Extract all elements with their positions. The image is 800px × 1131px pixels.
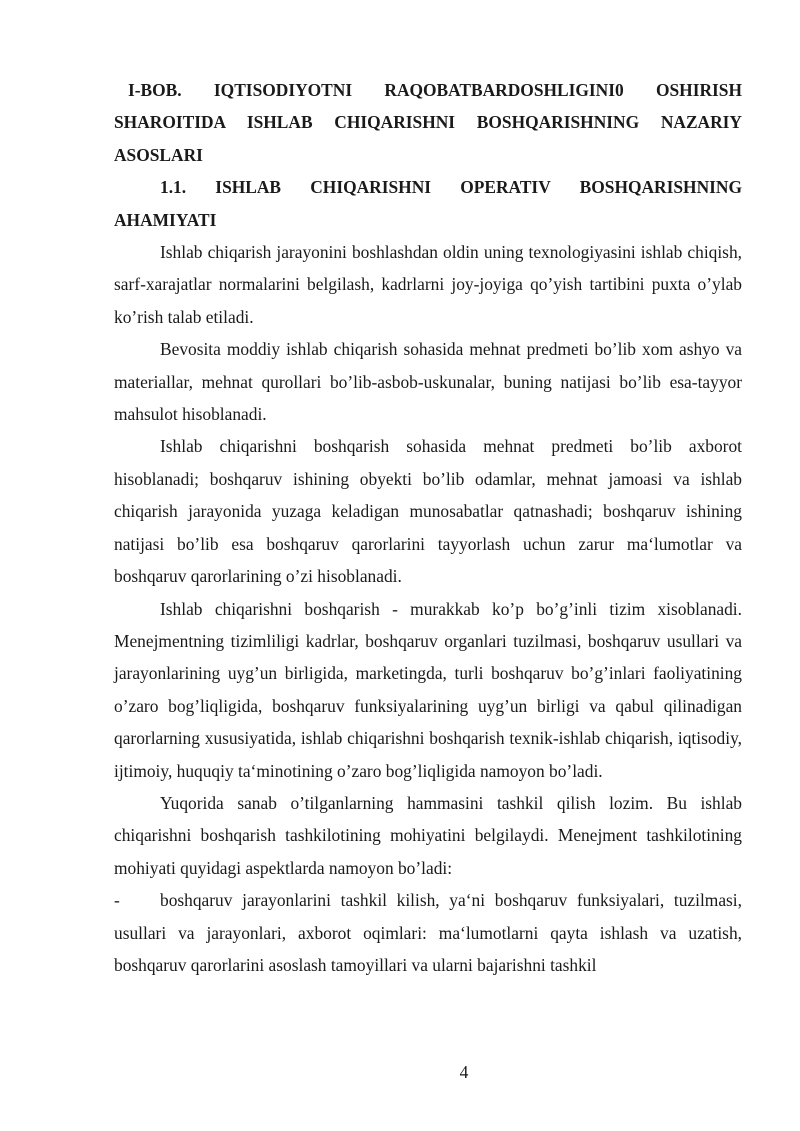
chapter-heading: I-BOB. IQTISODIYOTNI RAQOBATBARDOSHLIGINI0 OSHIRISH SHAROITIDA ISHLAB CHIQARISHNI BOSHQARISHNING NAZARIY ASOSLARI (114, 80, 742, 165)
paragraph: Bevosita moddiy ishlab chiqarish sohasida mehnat predmeti bo’lib xom ashyo va materiallar, mehnat qurollari bo’lib-asbob-uskunalar, buning natijasi bo’lib esa-tayyor mahsulot hisoblanadi. (114, 339, 742, 425)
paragraph: Yuqorida sanab o’tilganlarning hammasini tashkil qilish lozim. Bu ishlab chiqarishni boshqarish tashkilotining mohiyatini belgilaydi. Menejment tashkilotining mohiyati quyidagi aspektlarda namoyon bo’ladi: (114, 792, 742, 878)
list-bullet: - (114, 890, 120, 911)
list-item (114, 884, 742, 981)
document-page (114, 74, 742, 981)
section-heading: 1.1. ISHLAB CHIQARISHNI OPERATIV BOSHQARISHNING AHAMIYATI (114, 177, 742, 230)
paragraph: Ishlab chiqarishni boshqarish sohasida mehnat predmeti bo’lib axborot hisoblanadi; boshqaruv ishining obyekti bo’lib odamlar, mehnat jamoasi va ishlab chiqarish jarayonida yuzaga keladigan munosabatlar qatnashadi; boshqaruv ishining natijasi bo’lib esa boshqaruv qarorlarini tayyorlash uchun zarur ma‘lumotlar va boshqaruv qarorlarining o’zi hisoblanadi. (114, 436, 742, 587)
page-number: 4 (459, 1062, 469, 1082)
list-item-text: boshqaruv jarayonlarini tashkil kilish, ya‘ni boshqaruv funksiyalari, tuzilmasi, usullari va jarayonlari, axborot oqimlari: ma‘lumotlarni qayta ishlash va uzatish, boshqaruv qarorlarini asoslash tamoyillari va ularni bajarishni tashkil (114, 890, 742, 975)
paragraph: Ishlab chiqarishni boshqarish - murakkab ko’p bo’g’inli tizim xisoblanadi. Menejmentning tizimliligi kadrlar, boshqaruv organlari tuzilmasi, boshqaruv usullari va jarayonlarining uyg’un birligida, marketingda, turli boshqaruv bo’g’inlari faoliyatining o’zaro bog’liqligida, boshqaruv funksiyalarining uyg’un birligi va qabul qilinadigan qarorlarning xususiyatida, ishlab chiqarishni boshqarish texnik-ishlab chiqarish, iqtisodiy, ijtimoiy, huquqiy ta‘minotining o’zaro bog’liqligida namoyon bo’ladi. (114, 598, 742, 781)
paragraph: Ishlab chiqarish jarayonini boshlashdan oldin uning texnologiyasini ishlab chiqish, sarf-xarajatlar normalarini belgilash, kadrlarni joy-joyiga qo’yish tartibini puxta o’ylab ko’rish talab etiladi. (114, 242, 742, 327)
